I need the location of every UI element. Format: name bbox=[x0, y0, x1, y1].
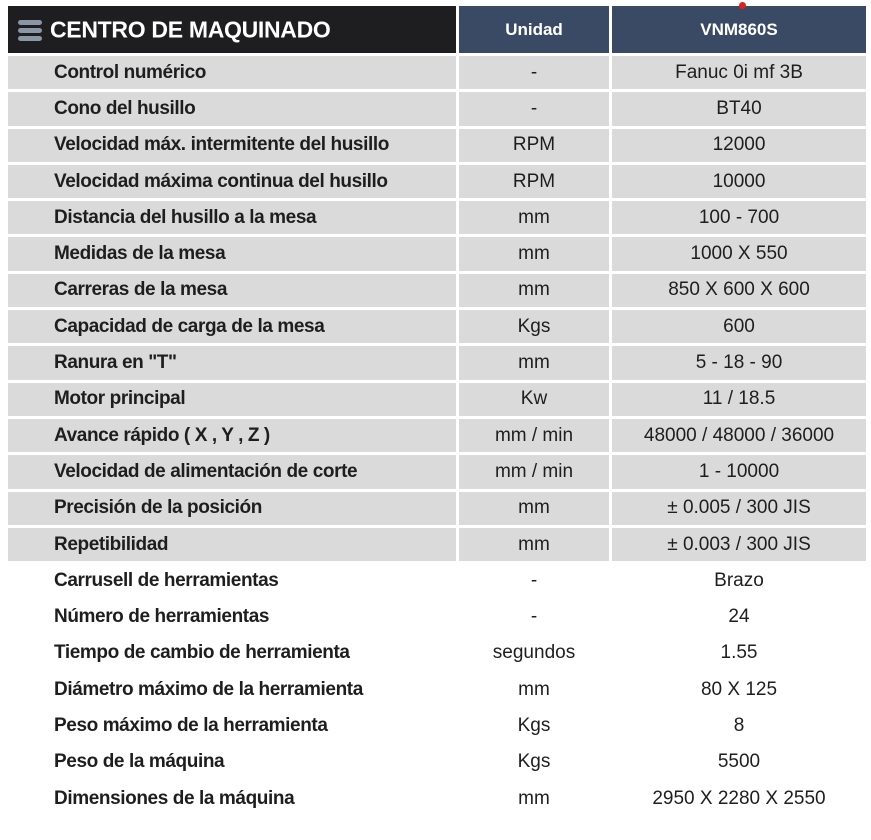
spec-value: 100 - 700 bbox=[612, 198, 866, 234]
spec-label: Cono del husillo bbox=[8, 89, 459, 125]
spec-value: 1 - 10000 bbox=[612, 452, 866, 488]
unit-column-header: Unidad bbox=[459, 6, 612, 53]
table-row bbox=[8, 307, 866, 343]
spec-unit: RPM bbox=[459, 126, 612, 162]
spec-value: 11 / 18.5 bbox=[612, 380, 866, 416]
spec-label: Carreras de la mesa bbox=[8, 271, 459, 307]
menu-icon bbox=[18, 17, 42, 44]
table-row bbox=[8, 126, 866, 162]
spec-rows bbox=[8, 53, 866, 815]
spec-unit: mm bbox=[459, 234, 612, 270]
table-row bbox=[8, 489, 866, 525]
spec-unit: mm bbox=[459, 271, 612, 307]
spec-label: Dimensiones de la máquina bbox=[8, 779, 459, 815]
spec-value: ± 0.005 / 300 JIS bbox=[612, 489, 866, 525]
spec-value: 24 bbox=[612, 597, 866, 633]
spec-label: Carrusell de herramientas bbox=[8, 561, 459, 597]
spec-value: ± 0.003 / 300 JIS bbox=[612, 525, 866, 561]
table-row bbox=[8, 198, 866, 234]
table-row bbox=[8, 706, 866, 742]
spec-unit: - bbox=[459, 561, 612, 597]
table-row bbox=[8, 743, 866, 779]
table-header-row bbox=[8, 6, 866, 53]
spec-label: Ranura en "T" bbox=[8, 343, 459, 379]
spec-unit: Kw bbox=[459, 380, 612, 416]
spec-label: Tiempo de cambio de herramienta bbox=[8, 634, 459, 670]
spec-unit: Kgs bbox=[459, 706, 612, 742]
table-row bbox=[8, 416, 866, 452]
spec-value: 48000 / 48000 / 36000 bbox=[612, 416, 866, 452]
table-row bbox=[8, 525, 866, 561]
spec-unit: mm / min bbox=[459, 452, 612, 488]
spec-unit: mm bbox=[459, 198, 612, 234]
table-row bbox=[8, 89, 866, 125]
spec-label: Velocidad de alimentación de corte bbox=[8, 452, 459, 488]
table-row bbox=[8, 380, 866, 416]
table-row bbox=[8, 452, 866, 488]
spec-value: 5500 bbox=[612, 743, 866, 779]
table-row bbox=[8, 779, 866, 815]
spec-label: Precisión de la posición bbox=[8, 489, 459, 525]
table-row bbox=[8, 670, 866, 706]
spec-label: Peso de la máquina bbox=[8, 743, 459, 779]
spec-value: BT40 bbox=[612, 89, 866, 125]
spec-unit: - bbox=[459, 597, 612, 633]
table-row bbox=[8, 343, 866, 379]
spec-unit: - bbox=[459, 89, 612, 125]
table-row bbox=[8, 597, 866, 633]
table-row bbox=[8, 234, 866, 270]
spec-unit: segundos bbox=[459, 634, 612, 670]
model-column-header bbox=[612, 6, 866, 53]
spec-label: Motor principal bbox=[8, 380, 459, 416]
spec-value: 1.55 bbox=[612, 634, 866, 670]
spec-value: 80 X 125 bbox=[612, 670, 866, 706]
spec-unit: Kgs bbox=[459, 307, 612, 343]
spec-label: Medidas de la mesa bbox=[8, 234, 459, 270]
spec-label: Avance rápido ( X , Y , Z ) bbox=[8, 416, 459, 452]
spec-table bbox=[8, 6, 866, 815]
spec-unit: mm / min bbox=[459, 416, 612, 452]
model-name: VNM860S bbox=[700, 19, 778, 39]
table-row bbox=[8, 271, 866, 307]
spec-value: 600 bbox=[612, 307, 866, 343]
table-row bbox=[8, 53, 866, 89]
spec-value: Brazo bbox=[612, 561, 866, 597]
spec-value: 2950 X 2280 X 2550 bbox=[612, 779, 866, 815]
spec-label: Capacidad de carga de la mesa bbox=[8, 307, 459, 343]
spec-label: Diámetro máximo de la herramienta bbox=[8, 670, 459, 706]
spec-label: Peso máximo de la herramienta bbox=[8, 706, 459, 742]
spec-unit: Kgs bbox=[459, 743, 612, 779]
spec-value: 1000 X 550 bbox=[612, 234, 866, 270]
spec-unit: mm bbox=[459, 343, 612, 379]
table-title: CENTRO DE MAQUINADO bbox=[50, 16, 331, 43]
spec-value: 5 - 18 - 90 bbox=[612, 343, 866, 379]
spec-label: Distancia del husillo a la mesa bbox=[8, 198, 459, 234]
table-row bbox=[8, 162, 866, 198]
spec-unit: - bbox=[459, 53, 612, 89]
spec-label: Velocidad máx. intermitente del husillo bbox=[8, 126, 459, 162]
table-row bbox=[8, 561, 866, 597]
table-title-cell bbox=[8, 6, 459, 53]
spec-value: 10000 bbox=[612, 162, 866, 198]
spec-unit: RPM bbox=[459, 162, 612, 198]
spec-label: Número de herramientas bbox=[8, 597, 459, 633]
spec-label: Control numérico bbox=[8, 53, 459, 89]
spec-value: 8 bbox=[612, 706, 866, 742]
spec-unit: mm bbox=[459, 779, 612, 815]
spec-unit: mm bbox=[459, 489, 612, 525]
red-dot-marker bbox=[739, 2, 746, 9]
spec-value: 850 X 600 X 600 bbox=[612, 271, 866, 307]
spec-value: 12000 bbox=[612, 126, 866, 162]
spec-unit: mm bbox=[459, 525, 612, 561]
table-row bbox=[8, 634, 866, 670]
spec-value: Fanuc 0i mf 3B bbox=[612, 53, 866, 89]
spec-label: Velocidad máxima continua del husillo bbox=[8, 162, 459, 198]
spec-label: Repetibilidad bbox=[8, 525, 459, 561]
spec-unit: mm bbox=[459, 670, 612, 706]
